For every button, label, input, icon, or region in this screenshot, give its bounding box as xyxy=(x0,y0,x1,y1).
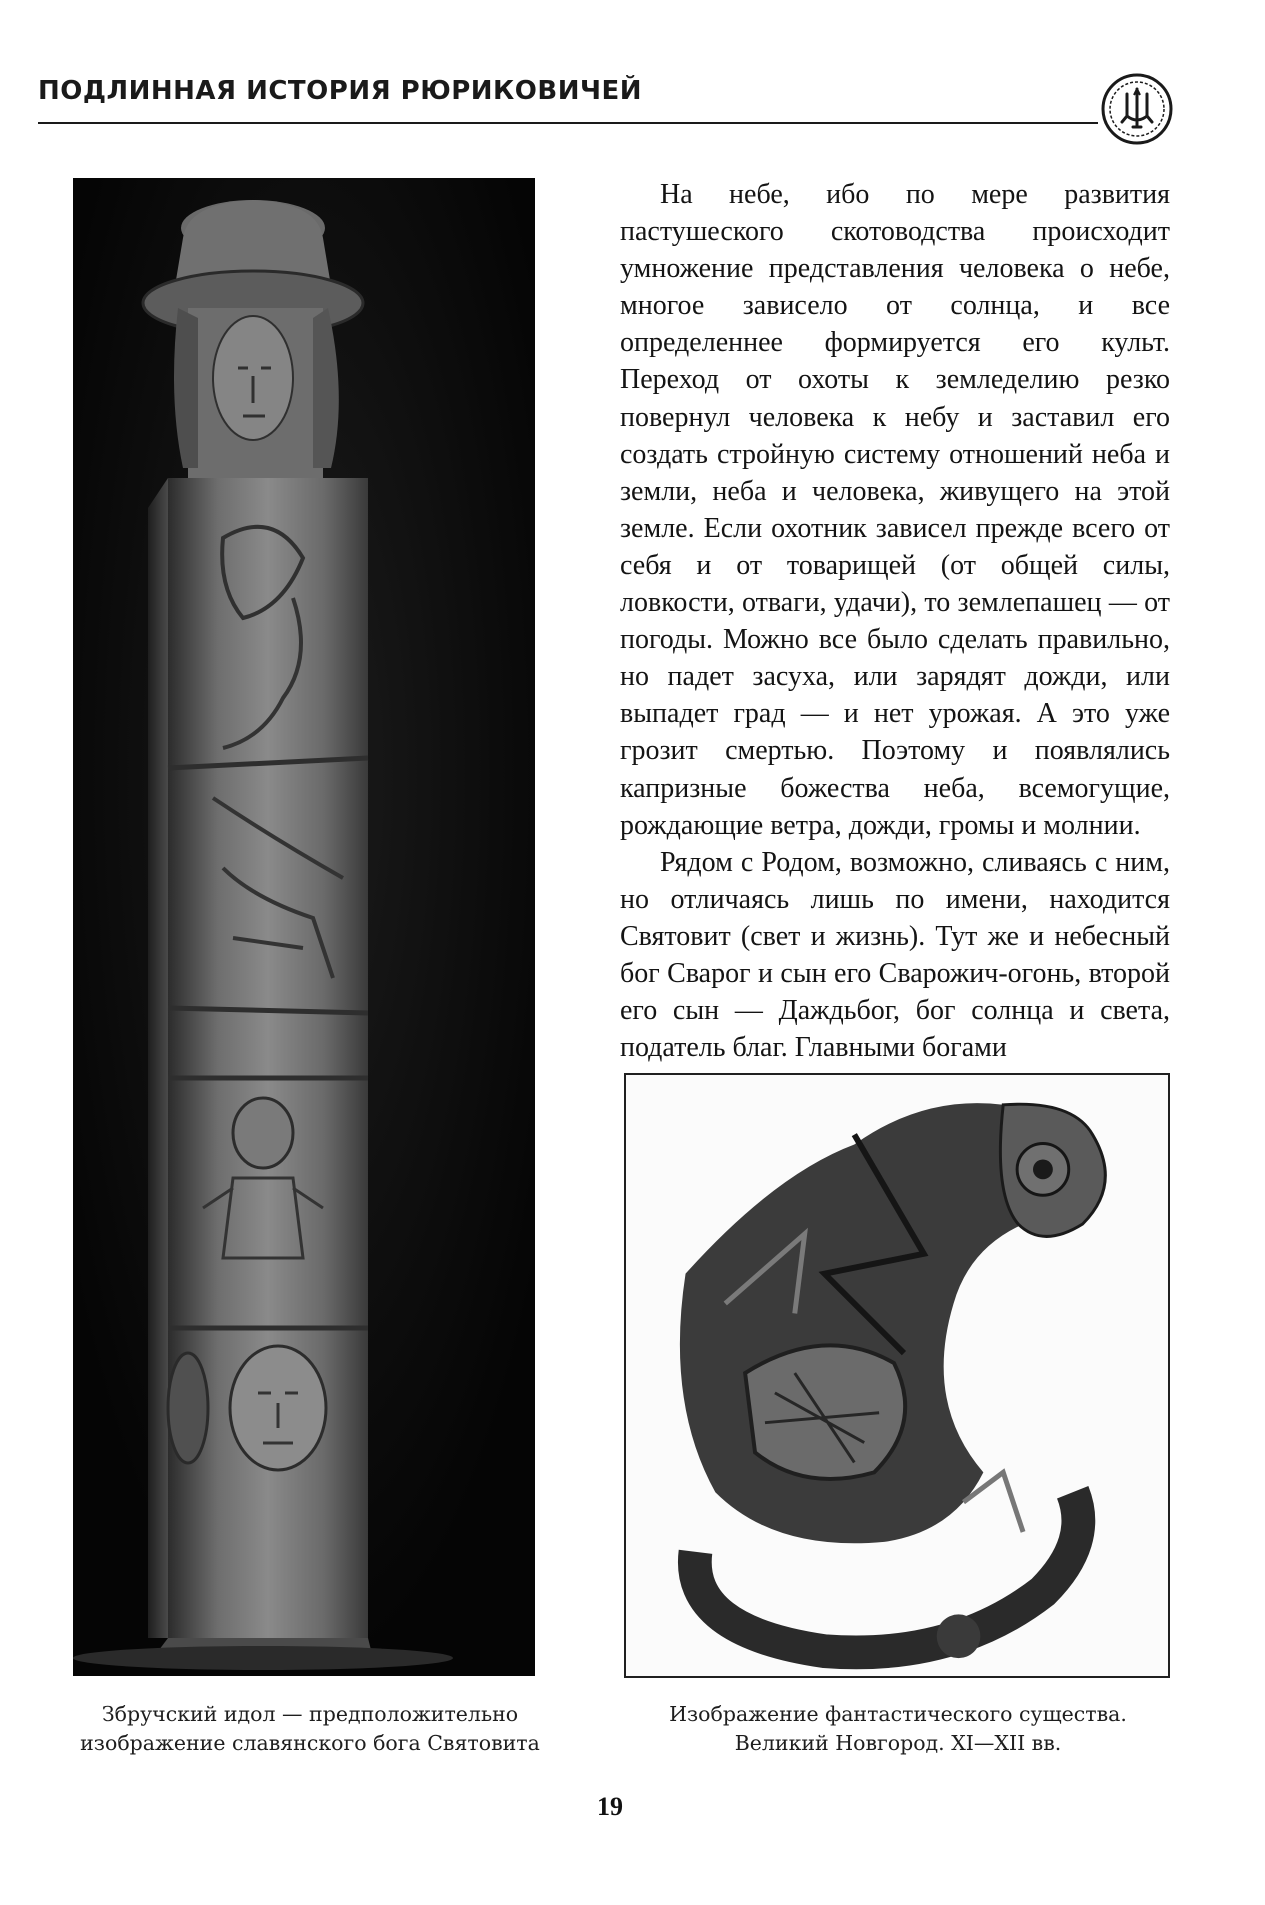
running-head: ПОДЛИННАЯ ИСТОРИЯ РЮРИКОВИЧЕЙ xyxy=(38,76,643,106)
caption-left xyxy=(60,1700,560,1758)
caption-left-line-1: Збручский идол — предположительно xyxy=(101,1702,519,1726)
idol-photograph xyxy=(73,178,535,1676)
paragraph-2: Рядом с Родом, возможно, сливаясь с ним, но отличаясь лишь по имени, находится Святовит (свет и жизнь). Тут же и небесный бог Сварог и сын его Сварожич-огонь, второй его сын — Даждьбог, бог солнца и света, податель благ. Главными богами xyxy=(620,846,1170,1064)
page-number: 19 xyxy=(597,1792,623,1821)
header-rule xyxy=(38,122,1098,124)
trident-emblem-icon xyxy=(1100,72,1174,146)
caption-right xyxy=(618,1700,1178,1758)
caption-right-line-2: Великий Новгород. XI—XII вв. xyxy=(734,1731,1062,1755)
caption-left-line-2: изображение славянского бога Святовита xyxy=(80,1731,540,1755)
caption-right-line-1: Изображение фантастического существа. xyxy=(669,1702,1127,1726)
body-text xyxy=(620,176,1170,1066)
creature-photograph xyxy=(624,1073,1170,1678)
paragraph-1: На небе, ибо по мере развития пастушеского скотоводства происходит умножение представления человека о небе, многое зависело от солнца, и все определеннее формируется его культ. Переход от охоты к земледелию резко повернул человека к небу и заставил его создать стройную систему отношений неба и земли, неба и человека, живущего на этой земле. Если охотник зависел прежде всего от себя и от товарищей (от общей силы, ловкости, отваги, удачи), то землепашец — от погоды. Можно все было сделать правильно, но падет засуха, или зарядят дожди, или выпадет град — и нет урожая. А это уже грозит смертью. Поэтому и появлялись капризные божества неба, всемогущие, рождающие ветра, дожди, громы и молнии. xyxy=(620,179,1170,841)
